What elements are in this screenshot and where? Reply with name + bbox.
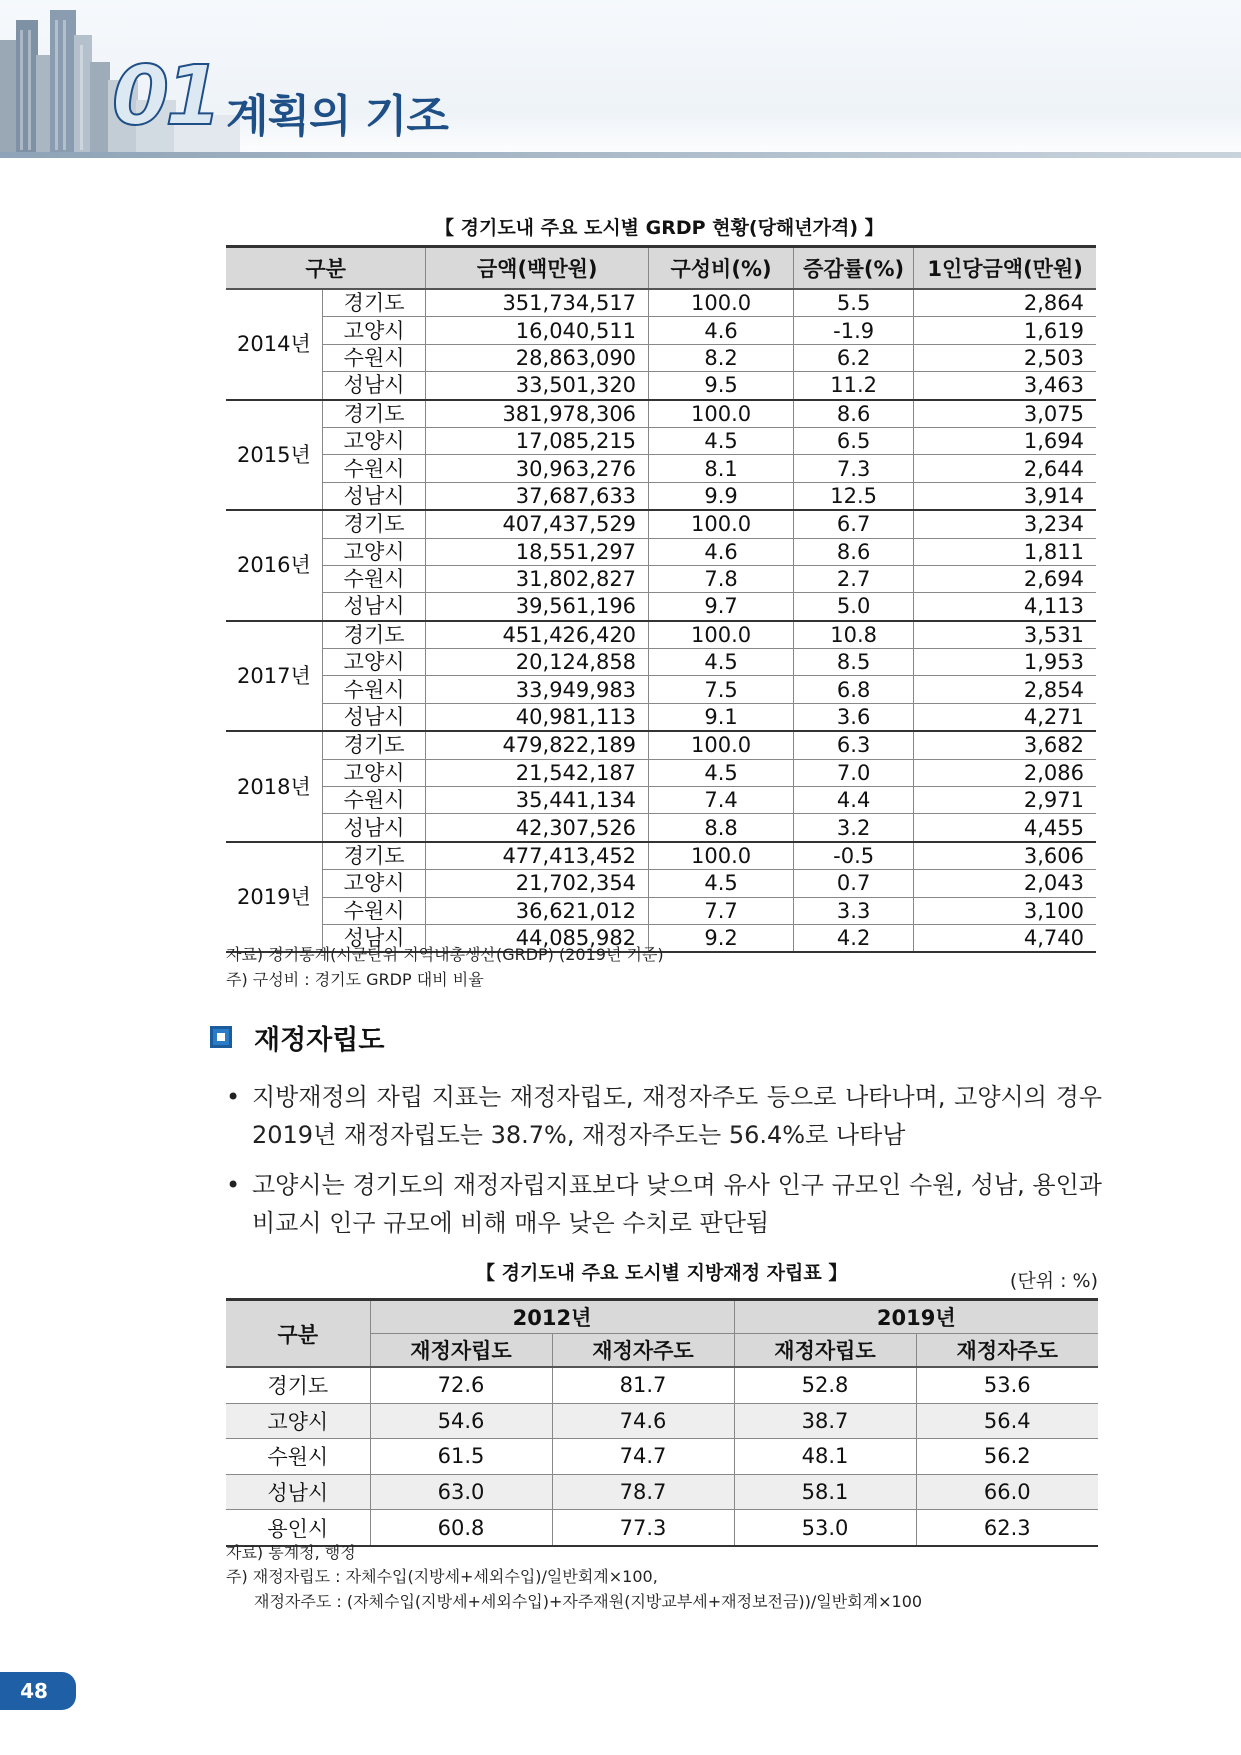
table-row [226,1403,1098,1439]
city-cell: 수원시 [322,676,426,703]
value-cell: 3.2 [794,814,914,842]
value-cell: 60.8 [370,1510,552,1546]
city-cell: 경기도 [322,621,426,649]
table-row [226,455,1096,482]
value-cell: 12.5 [794,482,914,510]
table-row [226,482,1096,510]
table-row [226,731,1096,759]
value-cell: 7.5 [649,676,794,703]
city-cell: 용인시 [226,1510,370,1546]
value-cell: 3,075 [914,400,1096,428]
city-cell: 경기도 [322,289,426,317]
grdp-source: 자료) 경기통계(시군단위 지역내총생산(GRDP) (2019년 기준) [226,945,664,964]
fiscal-note-1: 주) 재정자립도 : 자체수입(지방세+세외수입)/일반회계×100, [226,1567,658,1586]
value-cell: -0.5 [794,842,914,870]
table-row [226,1474,1098,1510]
fiscal-table [226,1298,1098,1547]
value-cell: 48.1 [734,1439,916,1475]
value-cell: 33,501,320 [426,372,649,400]
table-header-row [226,1300,1098,1334]
value-cell: 3,234 [914,510,1096,538]
table-row [226,1439,1098,1475]
table-row [226,565,1096,592]
city-cell: 고양시 [322,317,426,344]
bullet-dot-icon: • [226,1083,241,1111]
grdp-table-caption: 【 경기도내 주요 도시별 GRDP 현황(당해년가격) 】 [435,217,884,239]
city-cell: 경기도 [322,510,426,538]
value-cell: 9.1 [649,703,794,731]
value-cell: 7.8 [649,565,794,592]
table-header-row [226,247,1096,290]
value-cell: 53.0 [734,1510,916,1546]
value-cell: 54.6 [370,1403,552,1439]
fiscal-note-2: 재정자주도 : (자체수입(지방세+세외수입)+자주재원(지방교부세+재정보전금))/일반회계×100 [254,1592,923,1611]
value-cell: 18,551,297 [426,538,649,565]
header-cell: 구분 [226,1300,370,1368]
value-cell: 2,971 [914,787,1096,814]
year-cell: 2017년 [226,621,322,732]
value-cell: 56.4 [916,1403,1098,1439]
value-cell: 28,863,090 [426,344,649,371]
table-row [226,593,1096,621]
value-cell: 74.7 [552,1439,734,1475]
grdp-table [226,245,1096,953]
table-row [226,814,1096,842]
value-cell: 2,086 [914,759,1096,786]
header-cell: 재정자립도 [370,1334,552,1368]
city-cell: 성남시 [322,703,426,731]
city-cell: 수원시 [322,455,426,482]
city-cell: 성남시 [322,372,426,400]
value-cell: 3,682 [914,731,1096,759]
fiscal-table-caption: 【 경기도내 주요 도시별 지방재정 자립표 】 [476,1262,848,1284]
value-cell: 3,531 [914,621,1096,649]
city-cell: 경기도 [226,1367,370,1403]
section-square-icon [210,1026,232,1048]
value-cell: 58.1 [734,1474,916,1510]
fiscal-source: 자료) 통계청, 행정 [226,1543,356,1562]
table-row [226,510,1096,538]
value-cell: -1.9 [794,317,914,344]
value-cell: 53.6 [916,1367,1098,1403]
table-row [226,344,1096,371]
value-cell: 1,619 [914,317,1096,344]
value-cell: 100.0 [649,510,794,538]
value-cell: 9.7 [649,593,794,621]
value-cell: 33,949,983 [426,676,649,703]
value-cell: 21,702,354 [426,870,649,897]
value-cell: 10.8 [794,621,914,649]
value-cell: 4.6 [649,317,794,344]
value-cell: 4.6 [649,538,794,565]
bullet-dot-icon: • [226,1171,241,1199]
header-cell: 재정자립도 [734,1334,916,1368]
value-cell: 62.3 [916,1510,1098,1546]
value-cell: 78.7 [552,1474,734,1510]
value-cell: 44,085,982 [426,924,649,952]
table-row [226,289,1096,317]
table-row [226,538,1096,565]
city-cell: 고양시 [322,870,426,897]
value-cell: 451,426,420 [426,621,649,649]
header-cell: 재정자주도 [552,1334,734,1368]
value-cell: 4.2 [794,924,914,952]
value-cell: 20,124,858 [426,649,649,676]
value-cell: 6.7 [794,510,914,538]
header-divider [0,152,1241,158]
city-cell: 수원시 [322,565,426,592]
value-cell: 8.1 [649,455,794,482]
value-cell: 21,542,187 [426,759,649,786]
value-cell: 3,914 [914,482,1096,510]
value-cell: 1,811 [914,538,1096,565]
value-cell: 38.7 [734,1403,916,1439]
city-cell: 고양시 [322,759,426,786]
value-cell: 4.5 [649,870,794,897]
table-row [226,649,1096,676]
table-row [226,676,1096,703]
value-cell: 5.0 [794,593,914,621]
header-cell: 구분 [226,247,426,290]
value-cell: 11.2 [794,372,914,400]
value-cell: 4,740 [914,924,1096,952]
year-cell: 2019년 [226,842,322,953]
city-cell: 수원시 [322,344,426,371]
city-cell: 성남시 [322,814,426,842]
value-cell: 5.5 [794,289,914,317]
value-cell: 4.5 [649,427,794,454]
value-cell: 36,621,012 [426,897,649,924]
value-cell: 17,085,215 [426,427,649,454]
value-cell: 16,040,511 [426,317,649,344]
city-cell: 고양시 [226,1403,370,1439]
value-cell: 100.0 [649,400,794,428]
city-cell: 수원시 [322,897,426,924]
table-row [226,787,1096,814]
bullet-text: 고양시는 경기도의 재정자립지표보다 낮으며 유사 인구 규모인 수원, 성남, 용인과 비교시 인구 규모에 비해 매우 낮은 수치로 판단됨 [252,1171,1102,1237]
value-cell: 1,953 [914,649,1096,676]
value-cell: 6.5 [794,427,914,454]
value-cell: 72.6 [370,1367,552,1403]
value-cell: 6.2 [794,344,914,371]
value-cell: 0.7 [794,870,914,897]
value-cell: 7.3 [794,455,914,482]
value-cell: 61.5 [370,1439,552,1475]
year-cell: 2015년 [226,400,322,511]
value-cell: 2,043 [914,870,1096,897]
page-number-tab [0,1672,76,1710]
table-row [226,427,1096,454]
city-cell: 경기도 [322,842,426,870]
value-cell: 3,100 [914,897,1096,924]
table-row [226,759,1096,786]
header-cell: 금액(백만원) [426,247,649,290]
bullet-text: 지방재정의 자립 지표는 재정자립도, 재정자주도 등으로 나타나며, 고양시의 경우 2019년 재정자립도는 38.7%, 재정자주도는 56.4%로 나타남 [252,1083,1102,1149]
year-cell: 2016년 [226,510,322,621]
value-cell: 100.0 [649,731,794,759]
year-cell: 2014년 [226,289,322,400]
table-row [226,1510,1098,1546]
value-cell: 4.5 [649,649,794,676]
year-cell: 2018년 [226,731,322,842]
value-cell: 2.7 [794,565,914,592]
value-cell: 381,978,306 [426,400,649,428]
value-cell: 56.2 [916,1439,1098,1475]
value-cell: 30,963,276 [426,455,649,482]
value-cell: 9.2 [649,924,794,952]
value-cell: 100.0 [649,289,794,317]
value-cell: 477,413,452 [426,842,649,870]
city-cell: 성남시 [226,1474,370,1510]
value-cell: 2,503 [914,344,1096,371]
value-cell: 42,307,526 [426,814,649,842]
value-cell: 52.8 [734,1367,916,1403]
value-cell: 7.4 [649,787,794,814]
value-cell: 100.0 [649,842,794,870]
table-row [226,621,1096,649]
city-cell: 성남시 [322,924,426,952]
value-cell: 3,606 [914,842,1096,870]
value-cell: 2,644 [914,455,1096,482]
city-cell: 고양시 [322,649,426,676]
city-cell: 고양시 [322,427,426,454]
value-cell: 3.3 [794,897,914,924]
value-cell: 3.6 [794,703,914,731]
value-cell: 2,864 [914,289,1096,317]
value-cell: 8.6 [794,400,914,428]
value-cell: 7.0 [794,759,914,786]
value-cell: 407,437,529 [426,510,649,538]
chapter-title: 계획의 기조 [226,91,448,142]
value-cell: 8.2 [649,344,794,371]
table-row [226,842,1096,870]
city-cell: 성남시 [322,593,426,621]
value-cell: 6.3 [794,731,914,759]
page-number: 48 [20,1679,48,1703]
value-cell: 2,854 [914,676,1096,703]
value-cell: 8.8 [649,814,794,842]
header-cell: 1인당금액(만원) [914,247,1096,290]
value-cell: 9.5 [649,372,794,400]
value-cell: 37,687,633 [426,482,649,510]
value-cell: 8.5 [794,649,914,676]
fiscal-unit: (단위 : %) [1009,1270,1098,1292]
table-row [226,703,1096,731]
value-cell: 1,694 [914,427,1096,454]
value-cell: 66.0 [916,1474,1098,1510]
value-cell: 77.3 [552,1510,734,1546]
header-cell: 2012년 [370,1300,734,1334]
city-cell: 수원시 [322,787,426,814]
value-cell: 351,734,517 [426,289,649,317]
value-cell: 4,113 [914,593,1096,621]
city-cell: 경기도 [322,400,426,428]
value-cell: 74.6 [552,1403,734,1439]
grdp-note: 주) 구성비 : 경기도 GRDP 대비 비율 [226,970,484,989]
value-cell: 4,455 [914,814,1096,842]
table-row [226,372,1096,400]
header-cell: 재정자주도 [916,1334,1098,1368]
value-cell: 39,561,196 [426,593,649,621]
table-row [226,897,1096,924]
city-cell: 경기도 [322,731,426,759]
value-cell: 35,441,134 [426,787,649,814]
value-cell: 81.7 [552,1367,734,1403]
value-cell: 4.4 [794,787,914,814]
header-cell: 구성비(%) [649,247,794,290]
value-cell: 6.8 [794,676,914,703]
value-cell: 31,802,827 [426,565,649,592]
value-cell: 40,981,113 [426,703,649,731]
table-row [226,870,1096,897]
value-cell: 479,822,189 [426,731,649,759]
value-cell: 9.9 [649,482,794,510]
value-cell: 4,271 [914,703,1096,731]
section-title: 재정자립도 [254,1025,385,1056]
value-cell: 8.6 [794,538,914,565]
value-cell: 63.0 [370,1474,552,1510]
header-cell: 2019년 [734,1300,1098,1334]
header-cell: 증감률(%) [794,247,914,290]
value-cell: 7.7 [649,897,794,924]
city-cell: 수원시 [226,1439,370,1475]
table-row [226,400,1096,428]
table-row [226,1367,1098,1403]
value-cell: 3,463 [914,372,1096,400]
value-cell: 100.0 [649,621,794,649]
page-header [0,0,1241,160]
city-cell: 성남시 [322,482,426,510]
value-cell: 2,694 [914,565,1096,592]
table-row [226,317,1096,344]
chapter-number: 01 [112,49,219,144]
value-cell: 4.5 [649,759,794,786]
city-cell: 고양시 [322,538,426,565]
